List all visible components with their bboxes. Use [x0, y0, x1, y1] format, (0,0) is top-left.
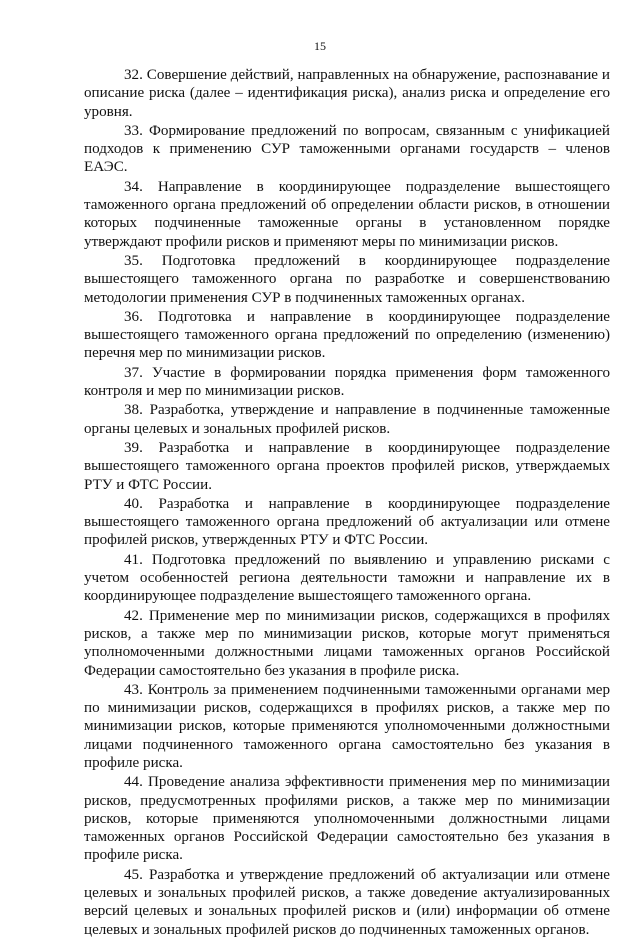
paragraph-36: 36. Подготовка и направление в координирующее подразделение вышестоящего таможенного органа предложений по определению (изменению) перечня мер по минимизации рисков.	[84, 308, 610, 362]
paragraph-45: 45. Разработка и утверждение предложений об актуализации или отмене целевых и зональных профилей рисков, а также доведение актуализированных версий целевых и зональных профилей рисков и (или) информации об отмене целевых и зональных профилей рисков до подчиненных таможенных органов.	[84, 866, 610, 938]
paragraph-38: 38. Разработка, утверждение и направление в подчиненные таможенные органы целевых и зональных профилей рисков.	[84, 402, 610, 437]
paragraph-35: 35. Подготовка предложений в координирующее подразделение вышестоящего таможенного органа по разработке и совершенствованию методологии применения СУР в подчиненных таможенных органах.	[84, 252, 610, 306]
paragraph-34: 34. Направление в координирующее подразделение вышестоящего таможенного органа предложений об определении области рисков, в отношении которых подчиненные таможенные органы в установленном порядке утверждают профили рисков и применяют меры по минимизации рисков.	[84, 178, 610, 250]
paragraph-39: 39. Разработка и направление в координирующее подразделение вышестоящего таможенного органа проектов профилей рисков, утверждаемых РТУ и ФТС России.	[84, 439, 610, 493]
paragraph-32: 32. Совершение действий, направленных на обнаружение, распознавание и описание риска (далее – идентификация риска), анализ риска и определение его уровня.	[84, 67, 610, 120]
paragraph-41: 41. Подготовка предложений по выявлению и управлению рисками с учетом особенностей региона деятельности таможни и направление их в координирующее подразделение вышестоящего таможенного органа.	[84, 551, 610, 605]
paragraph-33: 33. Формирование предложений по вопросам, связанным с унификацией подходов к применению СУР таможенными органами государств – членов ЕАЭС.	[84, 122, 610, 176]
paragraph-37: 37. Участие в формировании порядка применения форм таможенного контроля и мер по минимизации рисков.	[84, 364, 610, 400]
paragraph-44: 44. Проведение анализа эффективности применения мер по минимизации рисков, предусмотренных профилями рисков, а также мер по минимизации рисков, которые применяются уполномоченными должностными лицами таможенных органов Российской Федерации самостоятельно без указания в профиле риска.	[84, 774, 610, 864]
paragraph-42: 42. Применение мер по минимизации рисков, содержащихся в профилях рисков, а также мер по минимизации рисков, которые могут применяться уполномоченными должностными лицами таможенных органов Российской Федерации самостоятельно без указания в профиле риска.	[84, 607, 610, 679]
paragraph-40: 40. Разработка и направление в координирующее подразделение вышестоящего таможенного органа предложений об актуализации или отмене профилей рисков, утвержденных РТУ и ФТС России.	[84, 495, 610, 549]
document-body	[84, 66, 610, 939]
page-number: 15	[314, 39, 326, 53]
paragraph-43: 43. Контроль за применением подчиненными таможенными органами мер по минимизации рисков, содержащихся в профилях рисков, а также мер по минимизации рисков, которые применяются уполномоченными должностными лицами подчиненного таможенного органа самостоятельно без указания в профиле риска.	[84, 681, 610, 771]
